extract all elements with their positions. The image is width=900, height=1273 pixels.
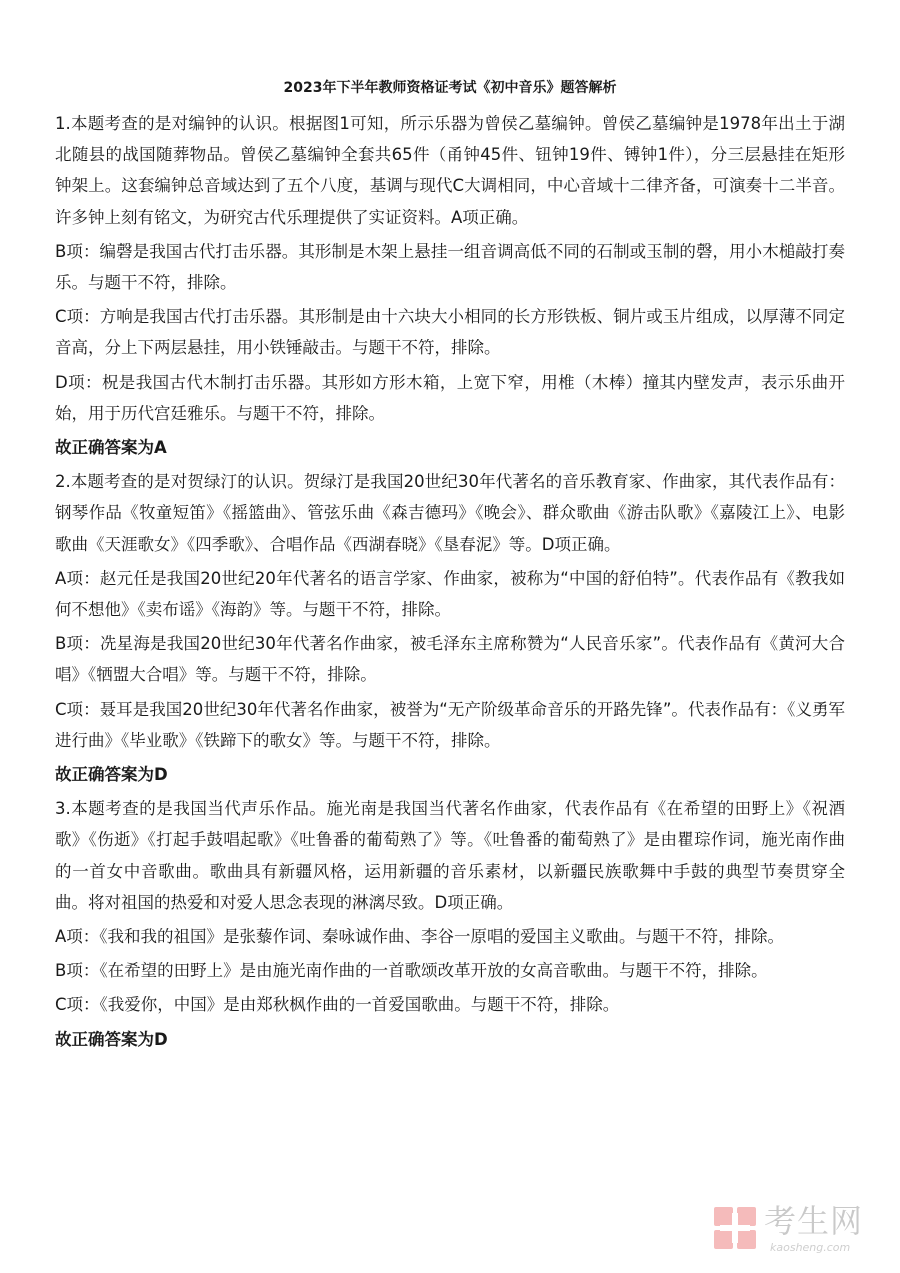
question-1 xyxy=(55,108,845,463)
question-3-analysis: 3.本题考查的是我国当代声乐作品。施光南是我国当代著名作曲家，代表作品有《在希望的田野上》《祝酒歌》《伤逝》《打起手鼓唱起歌》《吐鲁番的葡萄熟了》等。《吐鲁番的葡萄熟了》是由瞿琮作词，施光南作曲的一首女中音歌曲。歌曲具有新疆风格，运用新疆的音乐素材，以新疆民族歌舞中手鼓的典型节奏贯穿全曲。将对祖国的热爱和对爱人思念表现的淋漓尽致。D项正确。 xyxy=(55,799,845,912)
question-2-option-c: C项：聂耳是我国20世纪30年代著名作曲家，被誉为“无产阶级革命音乐的开路先锋”。代表作品有：《义勇军进行曲》《毕业歌》《铁蹄下的歌女》等。与题干不符，排除。 xyxy=(55,699,845,750)
question-2-analysis: 2.本题考查的是对贺绿汀的认识。贺绿汀是我国20世纪30年代著名的音乐教育家、作曲家，其代表作品有：钢琴作品《牧童短笛》《摇篮曲》、管弦乐曲《森吉德玛》《晚会》、群众歌曲《游击队歌》《嘉陵江上》、电影歌曲《天涯歌女》《四季歌》、合唱作品《西湖春晓》《垦春泥》等。D项正确。 xyxy=(55,472,845,554)
question-1-option-c: C项：方响是我国古代打击乐器。其形制是由十六块大小相同的长方形铁板、铜片或玉片组成，以厚薄不同定音高，分上下两层悬挂，用小铁锤敲击。与题干不符，排除。 xyxy=(55,307,845,358)
question-1-option-d: D项：柷是我国古代木制打击乐器。其形如方形木箱，上宽下窄，用椎（木棒）撞其内壁发声，表示乐曲开始，用于历代宫廷雅乐。与题干不符，排除。 xyxy=(55,372,845,423)
question-3-answer: 故正确答案为D xyxy=(55,1029,168,1049)
question-2 xyxy=(55,466,845,790)
question-1-analysis: 1.本题考查的是对编钟的认识。根据图1可知，所示乐器为曾侯乙墓编钟。曾侯乙墓编钟是1978年出土于湖北随县的战国随葬物品。曾侯乙墓编钟全套共65件（甬钟45件、钮钟19件、镈钟1件），分三层悬挂在矩形钟架上。这套编钟总音域达到了五个八度，基调与现代C大调相同，中心音域十二律齐备，可演奏十二半音。许多钟上刻有铭文，为研究古代乐理提供了实证资料。A项正确。 xyxy=(55,114,845,227)
question-3-option-b: B项：《在希望的田野上》是由施光南作曲的一首歌颂改革开放的女高音歌曲。与题干不符，排除。 xyxy=(55,961,768,981)
watermark-name: 考生网 xyxy=(764,1202,864,1240)
question-3 xyxy=(55,793,845,1055)
question-2-answer: 故正确答案为D xyxy=(55,765,168,785)
question-1-answer: 故正确答案为A xyxy=(55,438,167,458)
watermark-logo xyxy=(712,1201,872,1259)
document-title: 2023年下半年教师资格证考试《初中音乐》题答解析 xyxy=(283,80,617,96)
question-2-option-b: B项：冼星海是我国20世纪30年代著名作曲家，被毛泽东主席称赞为“人民音乐家”。代表作品有《黄河大合唱》《牺盟大合唱》等。与题干不符，排除。 xyxy=(55,634,845,685)
document-body xyxy=(55,108,845,1058)
question-1-option-b: B项：编磬是我国古代打击乐器。其形制是木架上悬挂一组音调高低不同的石制或玉制的磬，用小木槌敲打奏乐。与题干不符，排除。 xyxy=(55,241,845,293)
watermark-icon xyxy=(712,1205,758,1251)
question-3-option-a: A项：《我和我的祖国》是张藜作词、秦咏诚作曲、李谷一原唱的爱国主义歌曲。与题干不符，排除。 xyxy=(55,927,785,947)
watermark-url: kaosheng.com xyxy=(770,1241,851,1254)
question-2-option-a: A项：赵元任是我国20世纪20年代著名的语言学家、作曲家，被称为“中国的舒伯特”。代表作品有《教我如何不想他》《卖布谣》《海韵》等。与题干不符，排除。 xyxy=(55,568,845,620)
question-3-option-c: C项：《我爱你，中国》是由郑秋枫作曲的一首爱国歌曲。与题干不符，排除。 xyxy=(55,995,620,1015)
